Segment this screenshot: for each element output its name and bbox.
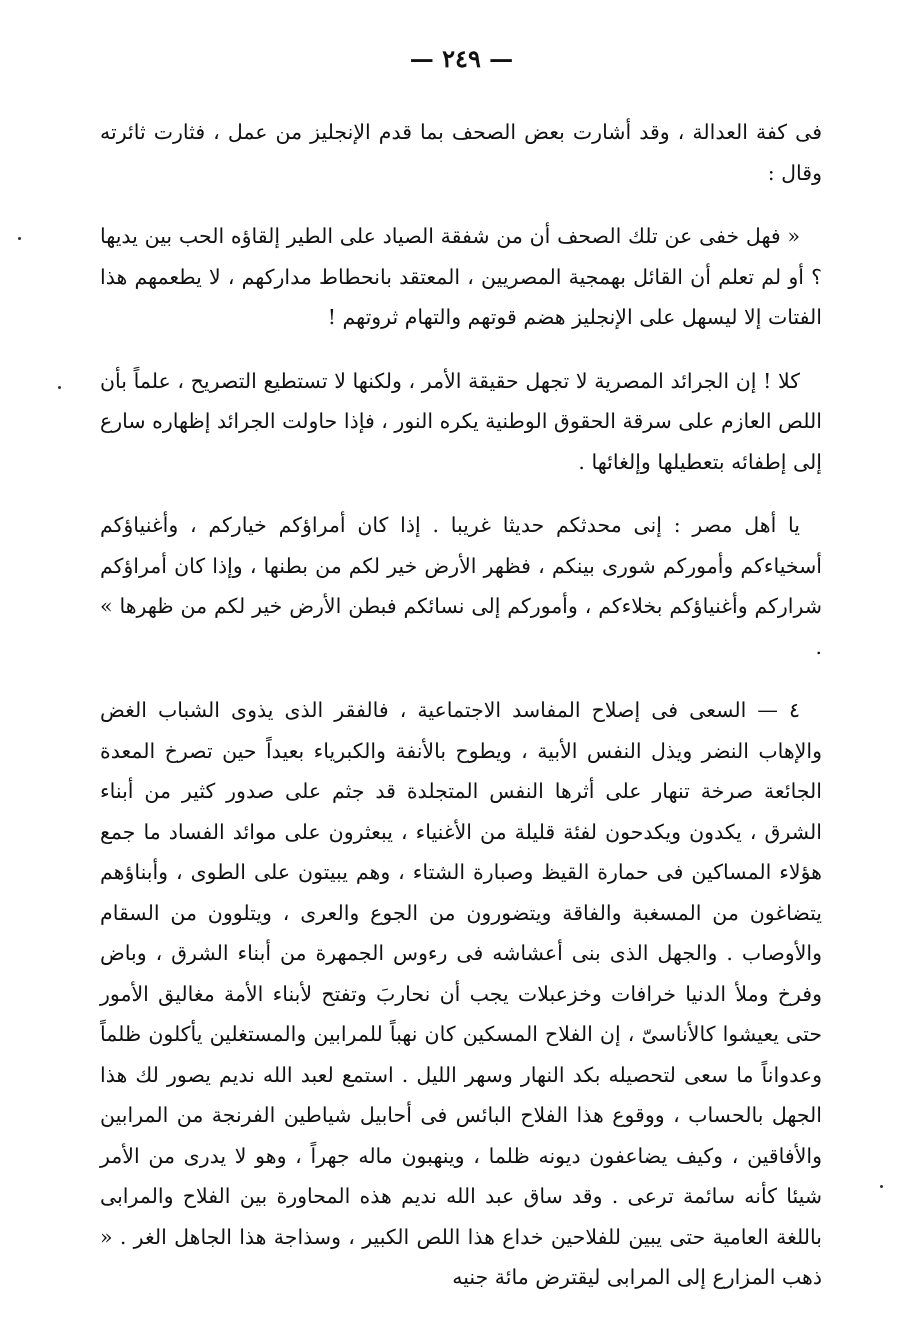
page-body [100, 112, 822, 1321]
paragraph-2: « فهل خفى عن تلك الصحف أن من شفقة الصياد على الطير إلقاؤه الحب بين يديها ؟ أو لم تعلم أن القائل بهمجية المصريين ، المعتقد بانحطاط مداركهم ، لا يطعمهم هذا الفتات إلا ليسهل على الإنجليز هضم قوتهم والتهام ثروتهم ! [100, 224, 822, 329]
paragraph-1: فى كفة العدالة ، وقد أشارت بعض الصحف بما قدم الإنجليز من عمل ، فثارت ثائرته وقال : [100, 120, 822, 185]
paragraph-5: ٤ — السعى فى إصلاح المفاسد الاجتماعية ، فالفقر الذى يذوى الشباب الغض والإهاب النضر ويذل النفس الأبية ، ويطوح بالأنفة والكبرياء بعيداً حين تصرخ المعدة الجائعة صرخة تنهار على أثرها النفس المتجلدة قد جثم على صدور كثير من أبناء الشرق ، يكدون ويكدحون لفئة قليلة من الأغنياء ، يبعثرون على موائد الفساد ما جمع هؤلاء المساكين فى حمارة القيظ وصبارة الشتاء ، وهم يبيتون على الطوى ، وأبناؤهم يتضاغون من المسغبة والفاقة ويتضورون من الجوع والعرى ، ويتلوون من السقام والأوصاب . والجهل الذى بنى أعشاشه فى رءوس الجمهرة من أبناء الشرق ، وباض وفرخ وملأ الدنيا خرافات وخزعبلات يجب أن نحاربَ وتفتح لأبناء الأمة مغاليق الأمور حتى يعيشوا كالأناسىّ ، إن الفلاح المسكين كان نهباً للمرابين والمستغلين يأكلون ظلماً وعدواناً ما سعى لتحصيله بكد النهار وسهر الليل . استمع لعبد الله نديم يصور لك هذا الجهل بالحساب ، ووقوع هذا الفلاح البائس فى أحابيل شياطين الفرنجة من المرابين والأفاقين ، وكيف يضاعفون ديونه ظلما ، وينهبون ماله جهراً ، وهو لا يدرى من الأمر شيئا كأنه سائمة ترعى . وقد ساق عبد الله نديم هذه المحاورة بين الفلاح والمرابى باللغة العامية حتى يبين للفلاحين خداع هذا اللص الكبير ، وسذاجة هذا الجاهل الغر . « ذهب المزارع إلى المرابى ليقترض مائة جنيه [100, 698, 822, 1289]
page-number: — ٢٤٩ — [409, 44, 514, 73]
paragraph-3: كلا ! إن الجرائد المصرية لا تجهل حقيقة الأمر ، ولكنها لا تستطيع التصريح ، علماً بأن اللص العازم على سرقة الحقوق الوطنية يكره النور ، فإذا حاولت الجرائد إظهاره سارع إلى إطفائه بتعطيلها وإلغائها . [100, 368, 822, 474]
scan-speck [58, 386, 61, 389]
scan-speck [18, 237, 21, 240]
scan-speck [880, 1185, 883, 1188]
paragraph-4: يا أهل مصر : إنى محدثكم حديثا غريبا . إذا كان أمراؤكم خياركم ، وأغنياؤكم أسخياءكم وأموركم شورى بينكم ، فظهر الأرض خير لكم من بطنها ، وإذا كان أمراؤكم شراركم وأغنياؤكم بخلاءكم ، وأموركم إلى نسائكم فبطن الأرض خير لكم من ظهرها » . [100, 513, 822, 659]
